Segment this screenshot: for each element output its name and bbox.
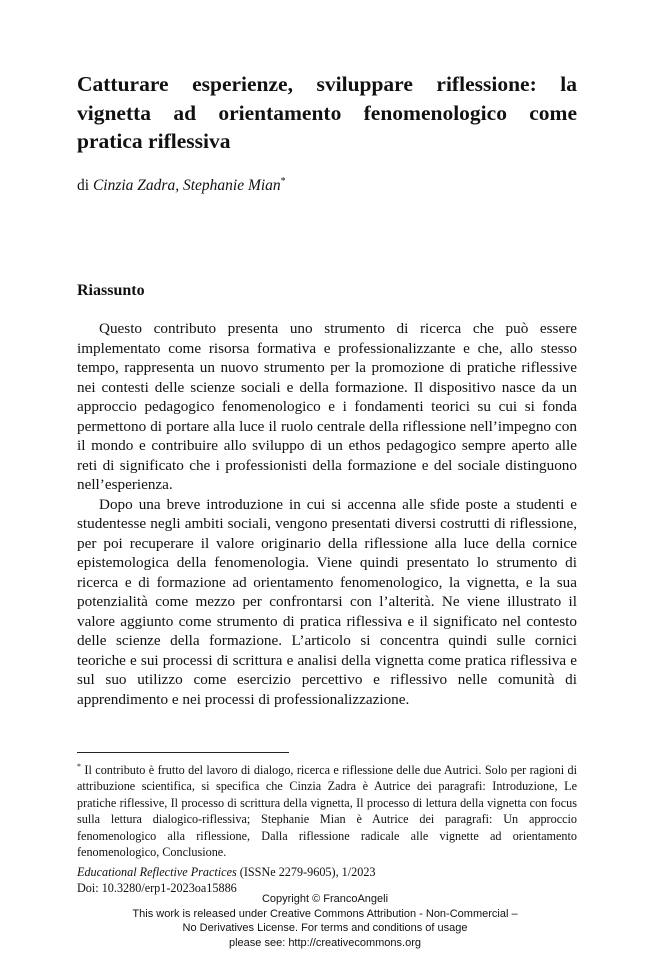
journal-doi: Doi: 10.3280/erp1-2023oa15886	[77, 881, 237, 895]
author-prefix: di	[77, 177, 90, 194]
author-line	[77, 176, 286, 196]
license-link: please see: http://creativecommons.org	[229, 936, 421, 949]
license-notice	[50, 892, 600, 950]
author-names: Cinzia Zadra, Stephanie Mian	[92, 177, 281, 194]
license-line: No Derivatives License. For terms and conditions of usage	[182, 922, 468, 934]
journal-name: Educational Reflective Practices	[77, 865, 237, 879]
author-footnote-marker: *	[280, 176, 286, 187]
footnote-text: Il contributo è frutto del lavoro di dialogo, ricerca e riflessione delle due Autrici. Solo per ragioni di attribuzione scientifica, si specifica che Cinzia Zadra è Autrice dei paragrafi: Introduzione, Le pratiche riflessive, Il processo di scrittura della vignetta, Il processo di lettura della vignetta con focus sulla lettura dialogico-riflessiva; Stephanie Mian è Autrice dei paragrafi: Un approccio fenomenologico alla riflessione, Dalla riflessione radicale alle vignette ad orientamento fenomenologico, Conclusione.	[77, 763, 578, 860]
abstract-heading: Riassunto	[77, 282, 145, 299]
article-title: Catturare esperienze, sviluppare riflessione: la vignetta ad orientamento fenomenologico come pratica riflessiva	[77, 72, 577, 153]
footnote-marker: *	[77, 762, 81, 771]
license-line: This work is released under Creative Commons Attribution - Non-Commercial –	[132, 907, 518, 920]
abstract-paragraph: Questo contributo presenta uno strumento di ricerca che può essere implementato come risorsa formativa e professionalizzante e che, allo stesso tempo, rappresenta un nuovo strumento per la promozione di pratiche riflessive nei contesti delle scienze sociali e della formazione. Il dispositivo nasce da un approccio pedagogico fenomenologico e i fondamenti teorici su cui si fonda permettono di portare alla luce il ruolo centrale della riflessione nell’impegno con il mondo e contribuire allo sviluppo di un ethos pedagogico sempre aperto alle reti di significato che i professionisti della formazione e del sociale distinguono nell’esperienza.	[77, 320, 577, 493]
footnote	[77, 762, 577, 860]
journal-issn-issue: (ISSNe 2279-9605), 1/2023	[239, 865, 376, 879]
footnote-divider	[77, 752, 289, 753]
abstract-paragraph: Dopo una breve introduzione in cui si accenna alle sfide poste a studenti e studentesse negli ambiti sociali, vengono presentati diversi costrutti di riflessione, per poi recuperare il valore originario della riflessione alla luce della cornice epistemologica della fenomenologia. Viene quindi presentato lo strumento di ricerca e di formazione ad orientamento fenomenologico, la vignetta, e la sua potenzialità come mezzo per confrontarsi con l’alterità. Ne viene illustrato il valore aggiunto come strumento di pratica riflessiva e il significato nel contesto delle scienze della formazione. L’articolo si concentra quindi sulle cornici teoriche e sui processi di scrittura e analisi della vignetta come pratica riflessiva e sul suo utilizzo come esercizio percettivo e riflessivo nelle comunità di apprendimento e nei processi di professionalizzazione.	[77, 495, 577, 708]
abstract-body	[77, 319, 577, 709]
license-copyright: Copyright © FrancoAngeli	[261, 893, 389, 905]
